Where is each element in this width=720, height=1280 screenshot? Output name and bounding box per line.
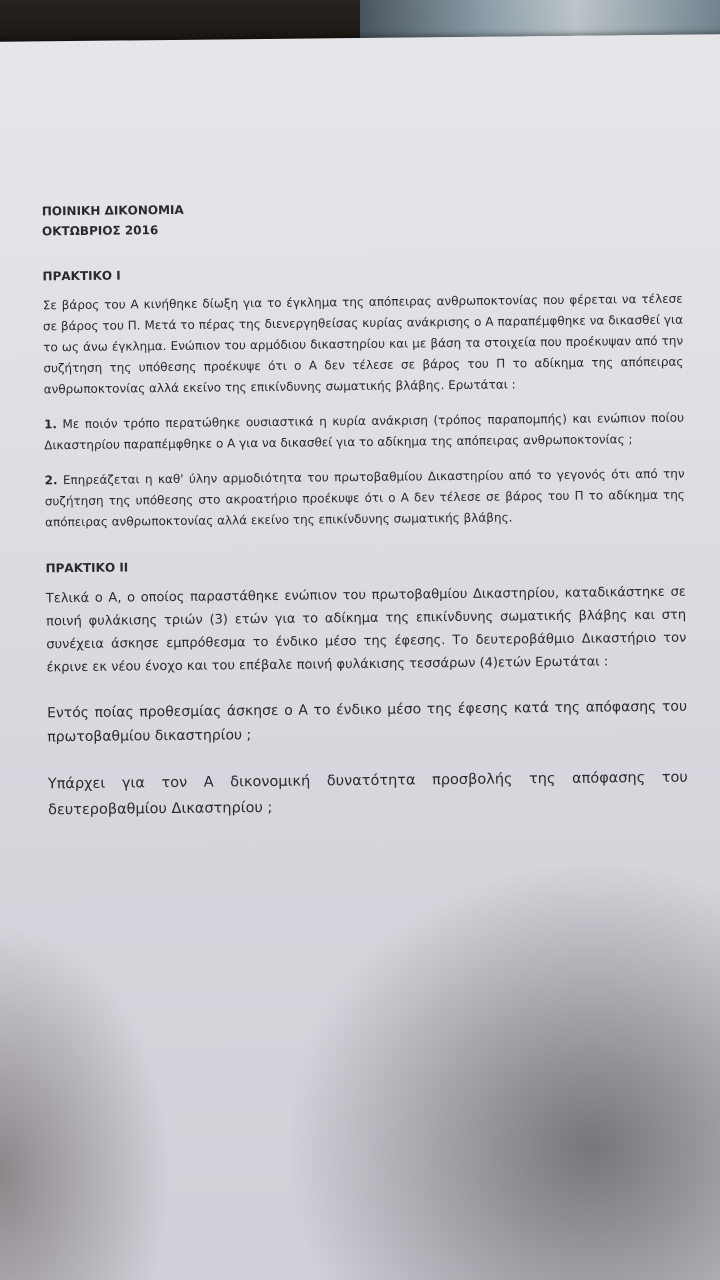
section-title-2: ΠΡΑΚΤΙΚΟ ΙΙ [45,560,129,576]
section-title-1: ΠΡΑΚΤΙΚΟ Ι [42,268,121,284]
question-1-text: Με ποιόν τρόπο περατώθηκε ουσιαστικά η κυρία ανάκριση (τρόπος παραπομπής) και ενώπιον ποίου Δικαστηρίου παραπέμφθηκε ο Α για να δικασθεί για το αδίκημα της απόπειρας ανθρωποκτονίας ; [44,410,685,453]
case-description-2: Τελικά ο Α, ο οποίος παραστάθηκε ενώπιον του πρωτοβαθμίου Δικαστηρίου, καταδικάστηκε σε ποινή φυλάκισης τριών (3) ετών για το αδίκημα της επικίνδυνης σωματικής βλάβης και στη συνέχεια άσκησε εμπρόθεσμα το ένδικο μέσο της έφεσης. Το δευτεροβάθμιο Δικαστήριο τον έκρινε εκ νέου ένοχο και του επέβαλε ποινή φυλάκισης τεσσάρων (4)ετών Ερωτάται : [45,584,687,676]
question-3: Εντός ποίας προθεσμίας άσκησε ο Α το ένδικο μέσο της έφεσης κατά της απόφασης του πρωτοβαθμίου δικαστηρίου ; [46,698,688,746]
question-2-number: 2. [44,473,58,488]
question-1 [44,408,684,457]
document-body [42,195,688,824]
exam-date: ΟΚΤΩΒΡΙΟΣ 2016 [41,223,159,239]
question-2 [45,464,686,534]
course-title: ΠΟΙΝΙΚΗ ΔΙΚΟΝΟΜΙΑ [41,202,184,219]
question-1-number: 1. [43,417,58,432]
question-2-text: Επηρεάζεται η καθ' ύλην αρμοδιότητα του πρωτοβαθμίου Δικαστηρίου από το γεγονός ότι από την συζήτηση της υπόθεσης στο ακροατήριο προέκυψε ότι ο Α δεν τέλεσε σε βάρος του Π το αδίκημα της απόπειρας ανθρωποκτονίας αλλά εκείνο της επικίνδυνης σωματικής βλάβης. [44,466,685,530]
question-4: Υπάρχει για τον Α δικονομική δυνατότητα προσβολής της απόφασης του δευτεροβαθμίου Δικαστηρίου ; [47,769,688,819]
case-description-1: Σε βάρος του Α κινήθηκε δίωξη για το έγκλημα της απόπειρας ανθρωποκτονίας που φέρεται να τέλεσε σε βάρος του Π. Μετά το πέρας της διενεργηθείσας κυρίας ανάκρισης ο Α παραπέμφθηκε να δικασθεί για το ως άνω έγκλημα. Ενώπιον του αρμόδιου δικαστηρίου και με βάση τα στοιχεία που προέκυψαν από την συζήτηση της υπόθεσης προέκυψε ότι ο Α δεν τέλεσε σε βάρος του Π το αδίκημα της απόπειρας ανθρωποκτονίας αλλά εκείνο της επικίνδυνης σωματικής βλάβης. Ερωτάται : [42,291,684,397]
phone-shadow-right [289,864,720,1280]
exam-paper-sheet [0,34,720,1280]
hand-shadow-left [0,920,174,1280]
